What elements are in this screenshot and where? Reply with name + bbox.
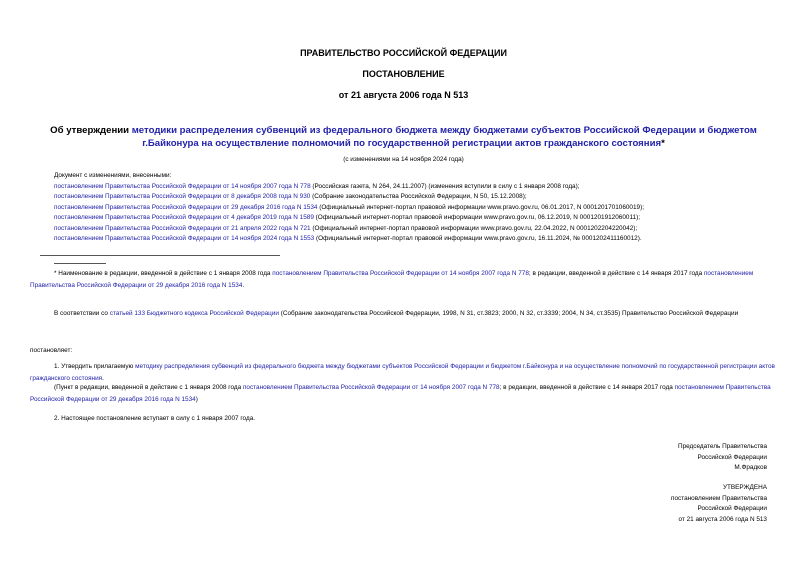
change-item <box>54 203 774 214</box>
signature-name: М.Фрадков <box>734 464 767 472</box>
basis-text: (Собрание законодательства Российской Федерации, 1998, N 31, ст.3823; 2000, N 32, ст.3339; 2004, N 34, ст.3535) Правительство Российской Федерации <box>278 310 739 317</box>
item-1-text: . <box>102 374 104 382</box>
signature-country: Российской Федерации <box>697 453 767 461</box>
signature-block <box>507 442 767 474</box>
item-1-note-link[interactable]: постановлением Правительства Российской Федерации от 29 декабря 2016 года N 1534 <box>30 384 771 403</box>
footnote-text: * Наименование в редакции, введенной в действие с 1 января 2008 года <box>54 270 273 277</box>
change-item <box>54 224 774 235</box>
item-1-note-text: ) <box>195 395 198 403</box>
footnote-link[interactable]: постановлением Правительства Российской Федерации от 14 ноября 2007 года N 778 <box>272 270 529 277</box>
change-item <box>54 192 774 203</box>
footnote-link[interactable]: постановлением Правительства Российской Федерации от 29 декабря 2016 года N 1534 <box>30 270 754 289</box>
footnote-divider <box>54 263 106 264</box>
item-1-note-text: (Пункт в редакции, введенной в действие с 1 января 2008 года <box>54 384 243 391</box>
item-1-note-link[interactable]: постановлением Правительства Российской Федерации от 14 ноября 2007 года N 778 <box>242 384 500 391</box>
government-heading: ПРАВИТЕЛЬСТВО РОССИЙСКОЙ ФЕДЕРАЦИИ <box>300 48 507 58</box>
budget-code-link[interactable]: статьей 133 Бюджетного кодекса Российской Федерации <box>109 310 279 317</box>
signature-position: Председатель Правительства <box>678 443 767 450</box>
item-1-text: 1. Утвердить прилагаемую <box>54 363 136 370</box>
title-suffix: * <box>661 138 665 149</box>
change-item <box>54 213 774 224</box>
document-type: ПОСТАНОВЛЕНИЕ <box>362 69 445 79</box>
approved-line: постановлением Правительства <box>671 494 767 502</box>
changes-divider <box>40 255 280 256</box>
footnote-text: . <box>242 281 245 289</box>
change-details: (Российская газета, N 264, 24.11.2007) (изменения вступили в силу с 1 января 2008 года); <box>310 182 580 190</box>
change-details: (Собрание законодательства Российской Федерации, N 50, 15.12.2008); <box>310 193 527 200</box>
title-methodology-link[interactable]: методики распределения субвенций из федерального бюджета между бюджетами субъектов Российской Федерации и бюджетом г.Байконура на осуществление полномочий по государственной регистрации актов гражданского состояния <box>131 125 757 149</box>
change-details: (Официальный интернет-портал правовой информации www.pravo.gov.ru, 22.04.2022, N 0001202204220042); <box>310 224 638 232</box>
document-date-number: от 21 августа 2006 года N 513 <box>338 90 469 100</box>
change-link[interactable]: постановлением Правительства Российской Федерации от 21 апреля 2022 года N 721 <box>54 224 311 232</box>
item-1-note-text: ; в редакции, введенной в действие с 14 января 2017 года <box>499 384 675 391</box>
changes-list <box>54 171 774 245</box>
approved-heading: УТВЕРЖДЕНА <box>722 484 767 491</box>
change-link[interactable]: постановлением Правительства Российской Федерации от 4 декабря 2019 года N 1589 <box>54 214 314 221</box>
change-item <box>54 234 774 245</box>
item-2: 2. Настоящее постановление вступает в силу с 1 января 2007 года. <box>54 415 256 422</box>
page-title <box>30 124 777 150</box>
change-details: (Официальный интернет-портал правовой информации www.pravo.gov.ru, 06.12.2019, N 0001201912060011); <box>313 214 640 221</box>
methodology-link[interactable]: методику распределения субвенций из федерального бюджета между бюджетами субъектов Российской Федерации и бюджетом г.Байконура и на осуществление полномочий по государственной регистрации актов гражданского состояния <box>30 363 775 382</box>
change-link[interactable]: постановлением Правительства Российской Федерации от 14 ноября 2024 года N 1553 <box>54 235 315 242</box>
change-link[interactable]: постановлением Правительства Российской Федерации от 14 ноября 2007 года N 778 <box>54 182 311 190</box>
approved-line: от 21 августа 2006 года N 513 <box>678 515 767 523</box>
changes-intro: Документ с изменениями, внесенными: <box>54 172 172 179</box>
decides-text: постановляет: <box>30 347 73 354</box>
item-1 <box>30 361 778 384</box>
footnote <box>30 268 778 291</box>
basis-paragraph <box>30 308 778 320</box>
basis-text: В соответствии со <box>54 310 110 317</box>
change-details: (Официальный интернет-портал правовой информации www.pravo.gov.ru, 06.01.2017, N 0001201701060019); <box>317 203 645 211</box>
approved-line: Российской Федерации <box>697 505 767 513</box>
change-link[interactable]: постановлением Правительства Российской Федерации от 8 декабря 2008 года N 930 <box>54 193 311 200</box>
item-1-note <box>30 382 778 405</box>
footnote-text: ; в редакции, введенной в действие с 14 января 2017 года <box>528 270 704 277</box>
change-link[interactable]: постановлением Правительства Российской Федерации от 29 декабря 2016 года N 1534 <box>54 203 318 211</box>
edition-note: (с изменениями на 14 ноября 2024 года) <box>343 156 464 163</box>
title-prefix: Об утверждении <box>50 125 132 136</box>
change-details: (Официальный интернет-портал правовой информации www.pravo.gov.ru, 16.11.2024, № 0001202411160012). <box>314 235 642 242</box>
change-item <box>54 182 774 193</box>
approved-block <box>507 483 767 525</box>
